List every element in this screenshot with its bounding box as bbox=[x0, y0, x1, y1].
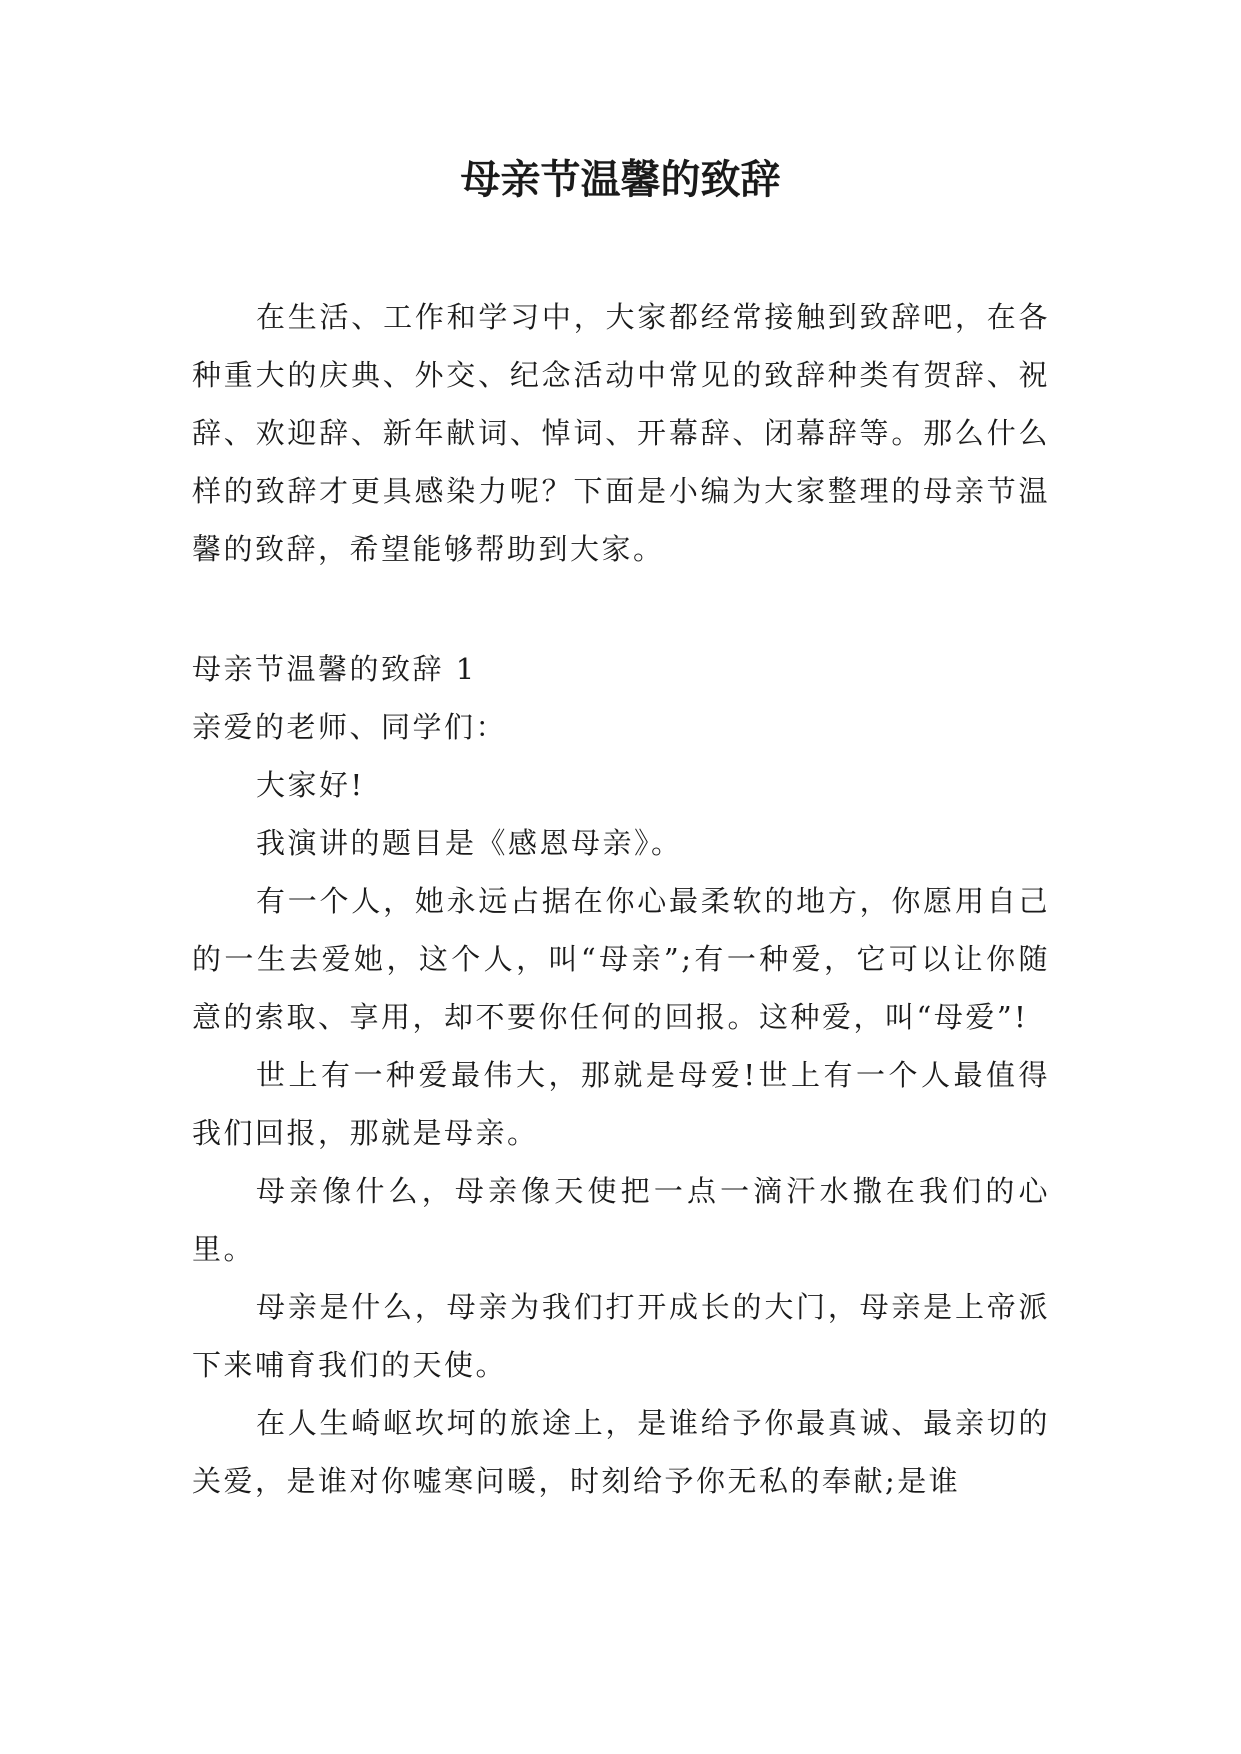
paragraph: 母亲是什么，母亲为我们打开成长的大门，母亲是上帝派下来哺育我们的天使。 bbox=[192, 1290, 1050, 1382]
paragraph: 世上有一种爱最伟大，那就是母爱!世上有一个人最值得我们回报，那就是母亲。 bbox=[192, 1058, 1050, 1150]
paragraph: 我演讲的题目是《感恩母亲》。 bbox=[256, 826, 683, 860]
paragraph: 母亲像什么，母亲像天使把一点一滴汗水撒在我们的心里。 bbox=[192, 1174, 1050, 1266]
paragraph: 在人生崎岖坎坷的旅途上，是谁给予你最真诚、最亲切的关爱，是谁对你嘘寒问暖，时刻给予你无私的奉献;是谁 bbox=[192, 1406, 1050, 1498]
salutation: 亲爱的老师、同学们： bbox=[192, 710, 508, 744]
paragraph: 有一个人，她永远占据在你心最柔软的地方，你愿用自己的一生去爱她，这个人，叫“母亲”;有一种爱，它可以让你随意的索取、享用，却不要你任何的回报。这种爱，叫“母爱”! bbox=[192, 884, 1050, 1034]
speech-section bbox=[192, 640, 1050, 1510]
section-heading: 母亲节温馨的致辞 1 bbox=[192, 652, 477, 686]
intro-section bbox=[192, 288, 1050, 578]
paragraph: 大家好! bbox=[256, 768, 365, 802]
intro-paragraph: 在生活、工作和学习中，大家都经常接触到致辞吧，在各种重大的庆典、外交、纪念活动中常见的致辞种类有贺辞、祝辞、欢迎辞、新年献词、悼词、开幕辞、闭幕辞等。那么什么样的致辞才更具感染力呢？下面是小编为大家整理的母亲节温馨的致辞，希望能够帮助到大家。 bbox=[192, 300, 1050, 566]
document-title: 母亲节温馨的致辞 bbox=[460, 157, 781, 203]
